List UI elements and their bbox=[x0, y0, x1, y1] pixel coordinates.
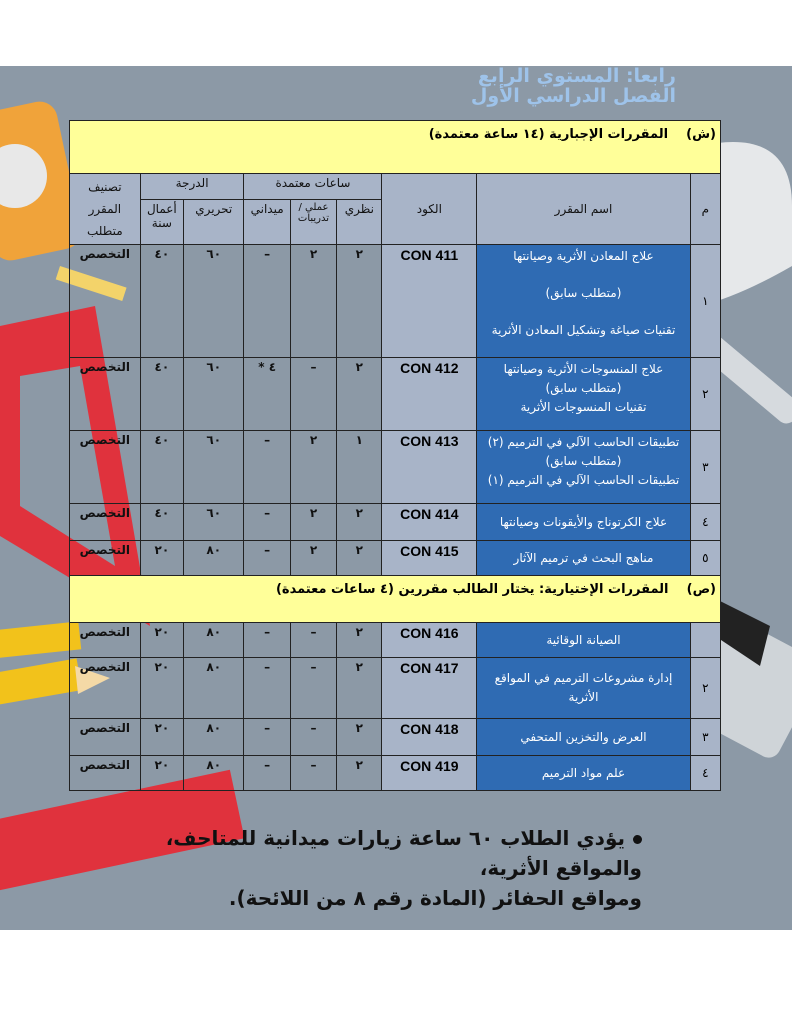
elective-section-row bbox=[70, 576, 721, 623]
note-line2: ومواقع الحفائر (المادة رقم ٨ من اللائحة). bbox=[228, 886, 642, 910]
coursework-grade: ٢٠ bbox=[140, 658, 183, 719]
col-code: الكود bbox=[382, 174, 477, 245]
course-name-line2: (متطلب سابق) bbox=[545, 381, 622, 395]
field-visits-note bbox=[82, 823, 642, 913]
written-grade: ٦٠ bbox=[184, 358, 244, 431]
field-hours: – bbox=[244, 504, 290, 541]
course-name-line2: (متطلب سابق) bbox=[545, 286, 622, 300]
col-theory: نظري bbox=[337, 200, 382, 245]
required-section-tag: (ش) bbox=[686, 127, 716, 142]
written-grade: ٦٠ bbox=[184, 431, 244, 504]
coursework-grade: ٢٠ bbox=[140, 756, 183, 791]
course-name bbox=[477, 358, 691, 431]
field-hours: – bbox=[244, 623, 290, 658]
practical-hours: – bbox=[290, 719, 336, 756]
theory-hours: ٢ bbox=[337, 358, 382, 431]
classification: التخصص bbox=[70, 719, 141, 756]
courses-table bbox=[69, 120, 721, 791]
course-name-line1: علاج المنسوجات الأثرية وصيانتها bbox=[503, 362, 664, 376]
practical-hours: – bbox=[290, 756, 336, 791]
theory-hours: ٢ bbox=[337, 756, 382, 791]
header-row-1 bbox=[70, 174, 721, 200]
classification: التخصص bbox=[70, 541, 141, 576]
course-name: العرض والتخزين المتحفي bbox=[477, 719, 691, 756]
course-code: CON 419 bbox=[382, 756, 477, 791]
course-code: CON 418 bbox=[382, 719, 477, 756]
row-num: ٢ bbox=[690, 358, 720, 431]
course-name-line3: تقنيات صياغة وتشكيل المعادن الأثرية bbox=[491, 323, 676, 337]
row-num: ٤ bbox=[690, 504, 720, 541]
col-grade: الدرجة bbox=[140, 174, 244, 200]
practical-hours: – bbox=[290, 358, 336, 431]
heading-level: رابعا: المستوي الرابع bbox=[477, 65, 676, 87]
col-practical-label: عملي / bbox=[298, 202, 329, 213]
col-coursework-label: أعمال bbox=[146, 202, 177, 216]
course-code: CON 417 bbox=[382, 658, 477, 719]
table-row bbox=[70, 431, 721, 504]
classification: التخصص bbox=[70, 504, 141, 541]
required-section-title: المقررات الإجبارية (١٤ ساعة معتمدة) bbox=[428, 127, 669, 142]
course-name: علم مواد الترميم bbox=[477, 756, 691, 791]
col-classification-sub: المقرر bbox=[88, 202, 122, 216]
table-row bbox=[70, 245, 721, 358]
theory-hours: ٢ bbox=[337, 541, 382, 576]
row-num: ١ bbox=[690, 245, 720, 358]
written-grade: ٨٠ bbox=[184, 719, 244, 756]
row-num bbox=[690, 623, 720, 658]
col-classification bbox=[70, 174, 141, 245]
course-code: CON 415 bbox=[382, 541, 477, 576]
course-name: مناهج البحث في ترميم الآثار bbox=[477, 541, 691, 576]
practical-hours: – bbox=[290, 623, 336, 658]
col-field: ميداني bbox=[244, 200, 290, 245]
row-num: ٣ bbox=[690, 719, 720, 756]
note-line1-text: يؤدي الطلاب ٦٠ ساعة زيارات ميدانية للمتاحف، والمواقع الأثرية، bbox=[165, 826, 642, 880]
classification: التخصص bbox=[70, 623, 141, 658]
classification: التخصص bbox=[70, 756, 141, 791]
row-num: ٢ bbox=[690, 658, 720, 719]
course-name-line3: تقنيات المنسوجات الأثرية bbox=[520, 400, 647, 414]
course-name-line1: تطبيقات الحاسب الآلي في الترميم (٢) bbox=[487, 435, 680, 449]
course-name: الصيانة الوقائية bbox=[477, 623, 691, 658]
course-name bbox=[477, 431, 691, 504]
course-code: CON 411 bbox=[382, 245, 477, 358]
course-name-line3: تطبيقات الحاسب الآلي في الترميم (١) bbox=[487, 473, 680, 487]
classification: التخصص bbox=[70, 431, 141, 504]
course-name-line2: (متطلب سابق) bbox=[545, 454, 622, 468]
practical-hours: ٢ bbox=[290, 431, 336, 504]
col-coursework bbox=[140, 200, 183, 245]
written-grade: ٦٠ bbox=[184, 245, 244, 358]
theory-hours: ٢ bbox=[337, 245, 382, 358]
course-name: علاج الكرتوناج والأيقونات وصيانتها bbox=[477, 504, 691, 541]
col-practical-sub: تدريبات bbox=[297, 213, 330, 224]
table-row bbox=[70, 541, 721, 576]
practical-hours: – bbox=[290, 658, 336, 719]
written-grade: ٨٠ bbox=[184, 756, 244, 791]
table-row bbox=[70, 504, 721, 541]
written-grade: ٨٠ bbox=[184, 623, 244, 658]
field-hours: ٤ * bbox=[244, 358, 290, 431]
row-num: ٣ bbox=[690, 431, 720, 504]
coursework-grade: ٢٠ bbox=[140, 541, 183, 576]
theory-hours: ٢ bbox=[337, 504, 382, 541]
written-grade: ٨٠ bbox=[184, 541, 244, 576]
col-classification-label: تصنيف bbox=[88, 180, 122, 194]
col-written: تحريري bbox=[184, 200, 244, 245]
row-num: ٤ bbox=[690, 756, 720, 791]
col-prereq: متطلب bbox=[87, 224, 123, 238]
elective-section-title: المقررات الإختيارية: يختار الطالب مقررين (٤ ساعات معتمدة) bbox=[275, 582, 669, 597]
written-grade: ٦٠ bbox=[184, 504, 244, 541]
practical-hours: ٢ bbox=[290, 245, 336, 358]
course-name bbox=[477, 245, 691, 358]
table-row bbox=[70, 719, 721, 756]
field-hours: – bbox=[244, 431, 290, 504]
bullet-icon bbox=[633, 835, 642, 844]
field-hours: – bbox=[244, 541, 290, 576]
table-row bbox=[70, 658, 721, 719]
note-line1 bbox=[82, 823, 642, 883]
practical-hours: ٢ bbox=[290, 504, 336, 541]
theory-hours: ٢ bbox=[337, 719, 382, 756]
written-grade: ٨٠ bbox=[184, 658, 244, 719]
col-num: م bbox=[690, 174, 720, 245]
classification: التخصص bbox=[70, 245, 141, 358]
elective-section-tag: (ص) bbox=[686, 582, 716, 597]
field-hours: – bbox=[244, 719, 290, 756]
coursework-grade: ٤٠ bbox=[140, 431, 183, 504]
required-section-row bbox=[70, 121, 721, 174]
coursework-grade: ٢٠ bbox=[140, 719, 183, 756]
coursework-grade: ٤٠ bbox=[140, 504, 183, 541]
coursework-grade: ٢٠ bbox=[140, 623, 183, 658]
col-course-name: اسم المقرر bbox=[477, 174, 691, 245]
classification: التخصص bbox=[70, 358, 141, 431]
practical-hours: ٢ bbox=[290, 541, 336, 576]
course-code: CON 416 bbox=[382, 623, 477, 658]
col-practical bbox=[290, 200, 336, 245]
table-row bbox=[70, 358, 721, 431]
page-heading bbox=[471, 66, 676, 106]
course-code: CON 413 bbox=[382, 431, 477, 504]
heading-semester: الفصل الدراسي الأول bbox=[470, 85, 676, 107]
field-hours: – bbox=[244, 756, 290, 791]
coursework-grade: ٤٠ bbox=[140, 245, 183, 358]
course-code: CON 414 bbox=[382, 504, 477, 541]
field-hours: – bbox=[244, 245, 290, 358]
course-name-line1: علاج المعادن الأثرية وصيانتها bbox=[513, 249, 654, 263]
course-name: إدارة مشروعات الترميم في المواقع الأثرية bbox=[477, 658, 691, 719]
col-coursework-sub: سنة bbox=[151, 216, 172, 230]
table-row bbox=[70, 623, 721, 658]
theory-hours: ٢ bbox=[337, 658, 382, 719]
theory-hours: ٢ bbox=[337, 623, 382, 658]
table-row bbox=[70, 756, 721, 791]
field-hours: – bbox=[244, 658, 290, 719]
theory-hours: ١ bbox=[337, 431, 382, 504]
col-credit-hours: ساعات معتمدة bbox=[244, 174, 382, 200]
row-num: ٥ bbox=[690, 541, 720, 576]
course-code: CON 412 bbox=[382, 358, 477, 431]
classification: التخصص bbox=[70, 658, 141, 719]
coursework-grade: ٤٠ bbox=[140, 358, 183, 431]
